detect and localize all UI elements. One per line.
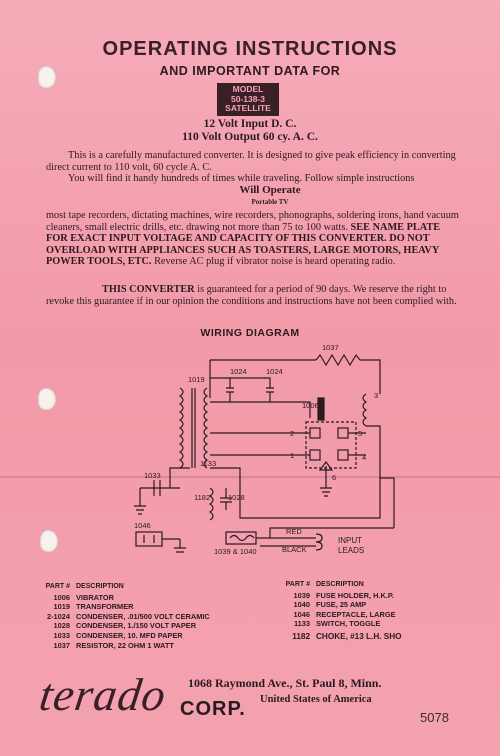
- description-header: DESCRIPTION: [76, 583, 124, 590]
- transformer-primary-icon: [180, 388, 183, 468]
- part-description: CHOKE, #13 L.H. SHO: [316, 631, 402, 641]
- part-description: SWITCH, TOGGLE: [316, 619, 381, 629]
- resistor-icon: [316, 355, 360, 365]
- lead-black-label: BLACK: [282, 545, 307, 554]
- usage-note: Reverse AC plug if vibrator noise is heard operating radio.: [154, 256, 396, 268]
- ground-icon: [162, 539, 186, 552]
- diagram-title: WIRING DIAGRAM: [200, 327, 300, 339]
- guarantee-lead: THIS CONVERTER: [102, 284, 195, 295]
- label-1028: 1028: [228, 493, 245, 502]
- table-row: [30, 593, 210, 603]
- receptacle-icon: [136, 532, 162, 546]
- label-1037: 1037: [322, 343, 339, 352]
- table-row: [30, 631, 210, 641]
- part-number: 1019: [53, 602, 70, 612]
- output-spec: 110 Volt Output 60 cy. A. C.: [182, 131, 318, 143]
- leads-label: LEADS: [338, 546, 365, 555]
- table-row: [270, 632, 402, 642]
- wire: [210, 402, 310, 418]
- terado-logo: terado: [36, 669, 170, 720]
- parts-header: [270, 580, 402, 590]
- table-row: [270, 600, 402, 610]
- part-description: TRANSFORMER: [76, 602, 134, 612]
- table-row: [270, 610, 402, 620]
- label-1019: 1019: [188, 375, 205, 384]
- table-row: [30, 621, 210, 631]
- fuse-icon: [230, 536, 254, 541]
- input-lead-red-icon: [316, 534, 322, 542]
- usage-text: most tape recorders, dictating machines, wire recorders, phonographs, soldering irons, hand vacuum cleaners, small electric drills, etc. drawing not more than 75 to 100 watts.: [46, 210, 459, 233]
- guarantee-text: is guaranteed for a period of 90 days. We reserve the right to revoke this guarantee if in our opinion the conditions and instructions have not been complied with.: [46, 284, 457, 307]
- node-4: 4: [362, 453, 367, 462]
- parts-list-left: [30, 582, 210, 650]
- node-1: 1: [290, 451, 295, 460]
- intro-paragraph: This is a carefully manufactured converter. It is designed to give peak efficiency in converting direct current to 110 volt, 60 cycle A. C.: [46, 150, 456, 173]
- receptacle-slot-icon: [144, 535, 154, 543]
- ground-icon: [134, 488, 146, 514]
- wire: [360, 360, 380, 394]
- part-number: 1046: [293, 609, 310, 619]
- transformer-secondary-icon: [204, 388, 207, 468]
- will-operate-heading: Will Operate: [239, 184, 301, 196]
- document-number: 5078: [420, 710, 449, 725]
- binder-hole-icon: [40, 530, 58, 552]
- part-description: RECEPTACLE, LARGE: [316, 609, 396, 619]
- part-description: VIBRATOR: [76, 592, 114, 602]
- page-title: OPERATING INSTRUCTIONS: [102, 38, 398, 60]
- part-number: 1037: [53, 640, 70, 650]
- capacitor-icon: [210, 378, 234, 402]
- input-label: INPUT: [338, 536, 362, 545]
- company-country: United States of America: [260, 694, 372, 705]
- part-number: 1040: [293, 600, 310, 610]
- model-label: MODEL: [232, 84, 264, 94]
- table-row: [30, 602, 210, 612]
- node-3: 3: [374, 391, 379, 400]
- node-6: 6: [332, 473, 337, 482]
- travel-paragraph: You will find it handy hundreds of times while traveling. Follow simple instructions: [68, 173, 415, 184]
- table-row: [270, 619, 402, 629]
- model-badge: [217, 83, 279, 116]
- company-address: 1068 Raymond Ave., St. Paul 8, Minn.: [188, 676, 382, 690]
- part-description: CONDENSER, .01/500 VOLT CERAMIC: [76, 611, 210, 621]
- page-subtitle: AND IMPORTANT DATA FOR: [159, 64, 341, 78]
- contact-icon: [338, 450, 348, 460]
- wiring-diagram: [130, 338, 420, 568]
- label-1046: 1046: [134, 521, 151, 530]
- part-description: FUSE, 25 AMP: [316, 600, 367, 610]
- part-description: CONDENSER, 10. MFD PAPER: [76, 630, 183, 640]
- choke-icon: [210, 488, 213, 520]
- capacitor-icon: [248, 378, 274, 402]
- part-number: 1039: [293, 590, 310, 600]
- label-1024-a: 1024: [230, 367, 247, 376]
- company-corp: CORP.: [180, 698, 246, 720]
- binder-hole-icon: [38, 388, 56, 410]
- lead-red-label: RED: [286, 527, 302, 536]
- wire: [348, 433, 366, 455]
- part-number-header: PART #: [45, 583, 70, 590]
- table-row: [30, 612, 210, 622]
- contact-icon: [310, 450, 320, 460]
- part-number: 1028: [53, 621, 70, 631]
- node-2: 2: [290, 429, 295, 438]
- contact-icon: [310, 428, 320, 438]
- transformer-core-icon: [192, 388, 195, 468]
- capacitor-icon: [140, 480, 180, 496]
- wire: [210, 433, 310, 455]
- table-row: [30, 641, 210, 651]
- label-1133: 1133: [200, 459, 217, 468]
- part-number: 1133: [293, 619, 310, 629]
- part-description: RESISTOR, 22 OHM 1 WATT: [76, 640, 174, 650]
- contact-icon: [338, 428, 348, 438]
- parts-list-right: [270, 580, 402, 642]
- coil-icon: [363, 394, 366, 426]
- label-1039-1040: 1039 & 1040: [214, 547, 257, 556]
- input-spec: 12 Volt Input D. C.: [203, 118, 297, 130]
- table-row: [270, 591, 402, 601]
- part-description: FUSE HOLDER, H.K.P.: [316, 590, 394, 600]
- part-number: 1006: [53, 592, 70, 602]
- part-number: 2-1024: [46, 611, 70, 621]
- input-lead-black-icon: [316, 542, 322, 550]
- usage-warning: SEE NAME PLATE FOR EXACT INPUT VOLTAGE AND CAPACITY OF THIS CONVERTER. DO NOT OVERLOAD WITH APPLIANCES SUCH AS TOASTERS, LARGE MOTORS, HEAVY POWER TOOLS, ETC.: [46, 221, 441, 268]
- wire: [170, 468, 190, 488]
- label-1033: 1033: [144, 471, 161, 480]
- usage-paragraph: [46, 210, 464, 268]
- label-1006: 1006: [302, 401, 319, 410]
- vibrator-reed-icon: [318, 398, 324, 420]
- guarantee-paragraph: [46, 284, 464, 307]
- portable-tv-note: Portable TV: [251, 198, 289, 206]
- part-number-header: PART #: [285, 581, 310, 588]
- part-number: 1182: [292, 631, 310, 641]
- node-5: 5: [358, 429, 363, 438]
- label-1182: 1182: [194, 493, 211, 502]
- part-description: CONDENSER, 1./150 VOLT PAPER: [76, 621, 197, 631]
- model-name: SATELLITE: [225, 103, 271, 113]
- part-number: 1033: [53, 630, 70, 640]
- label-1024-b: 1024: [266, 367, 283, 376]
- parts-header: [30, 582, 210, 592]
- model-number: 50-138-3: [230, 93, 266, 104]
- description-header: DESCRIPTION: [316, 581, 364, 588]
